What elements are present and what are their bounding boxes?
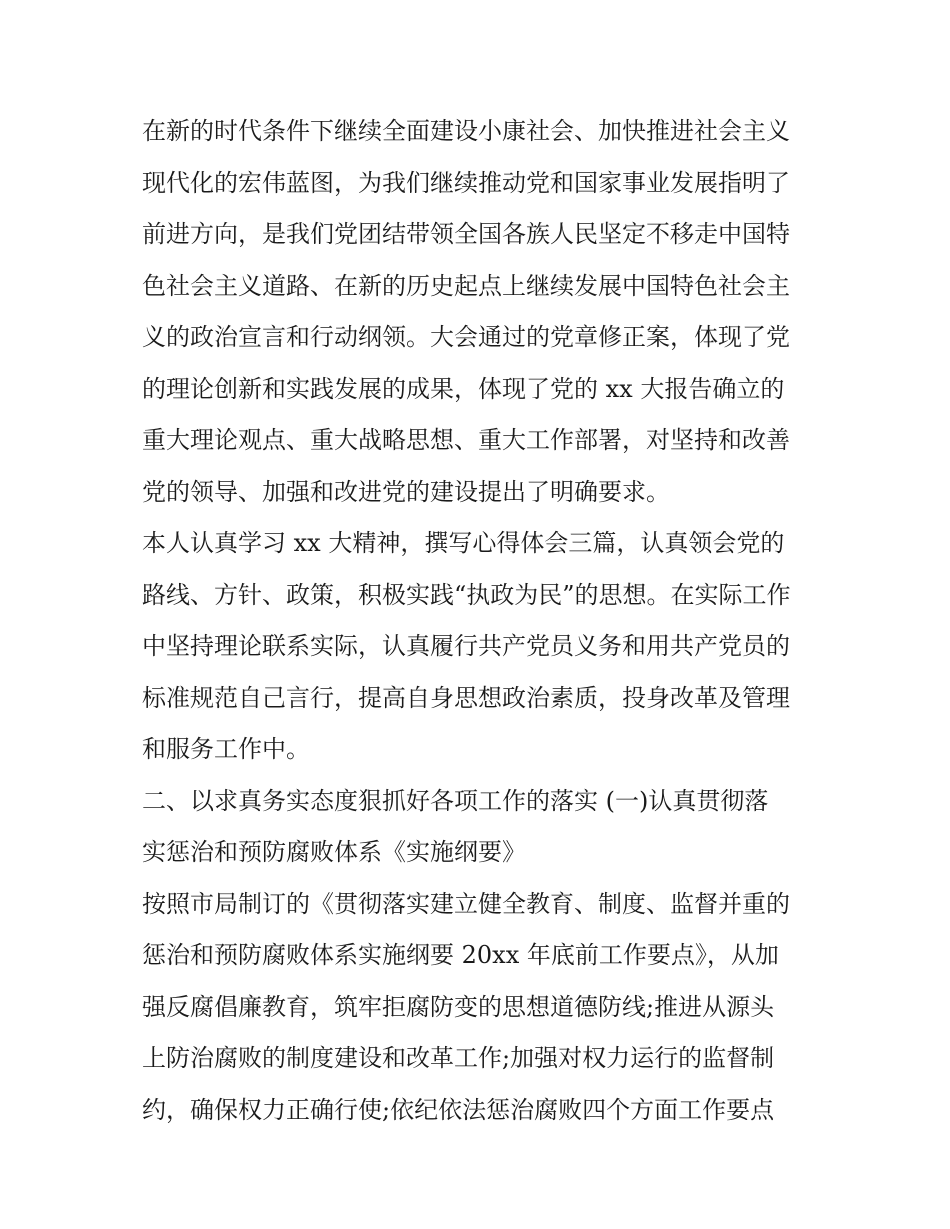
text-line: 党的领导、加强和改进党的建设提出了明确要求。 — [142, 477, 670, 506]
text-line: 路线、方针、政策，积极实践“执政为民”的思想。在实际工作 — [142, 580, 791, 609]
text-line: 强反腐倡廉教育，筑牢拒腐防变的思想道德防线;推进从源头 — [142, 992, 775, 1021]
text-line: 的理论创新和实践发展的成果，体现了党的 xx 大报告确立的 — [142, 374, 785, 403]
text-line: 约，确保权力正确行使;依纪依法惩治腐败四个方面工作要点 — [142, 1095, 775, 1124]
section-heading-line: 实惩治和预防腐败体系《实施纲要》 — [142, 838, 526, 866]
text-line: 和服务工作中。 — [142, 735, 310, 763]
text-line: 中坚持理论联系实际，认真履行共产党员义务和用共产党员的 — [142, 632, 790, 660]
text-line: 重大理论观点、重大战略思想、重大工作部署，对坚持和改善 — [142, 426, 790, 454]
text-line: 本人认真学习 xx 大精神，撰写心得体会三篇，认真领会党的 — [142, 529, 785, 557]
text-line: 在新的时代条件下继续全面建设小康社会、加快推进社会主义 — [142, 117, 790, 145]
text-line: 惩治和预防腐败体系实施纲要 20xx 年底前工作要点》，从加 — [142, 941, 779, 969]
document-body — [142, 106, 822, 1136]
text-line: 现代化的宏伟蓝图，为我们继续推动党和国家事业发展指明了 — [142, 168, 790, 197]
text-line: 义的政治宣言和行动纲领。大会通过的党章修正案，体现了党 — [142, 323, 790, 351]
text-line: 按照市局制订的《贯彻落实建立健全教育、制度、监督并重的 — [142, 889, 790, 918]
text-line: 前进方向，是我们党团结带领全国各族人民坚定不移走中国特 — [142, 220, 790, 248]
text-line: 上防治腐败的制度建设和改革工作;加强对权力运行的监督制 — [142, 1044, 775, 1072]
section-heading-line: 二、以求真务实态度狠抓好各项工作的落实 (一)认真贯彻落 — [142, 786, 769, 815]
text-line: 色社会主义道路、在新的历史起点上继续发展中国特色社会主 — [142, 271, 790, 300]
text-line: 标准规范自己言行，提高自身思想政治素质，投身改革及管理 — [142, 683, 790, 712]
